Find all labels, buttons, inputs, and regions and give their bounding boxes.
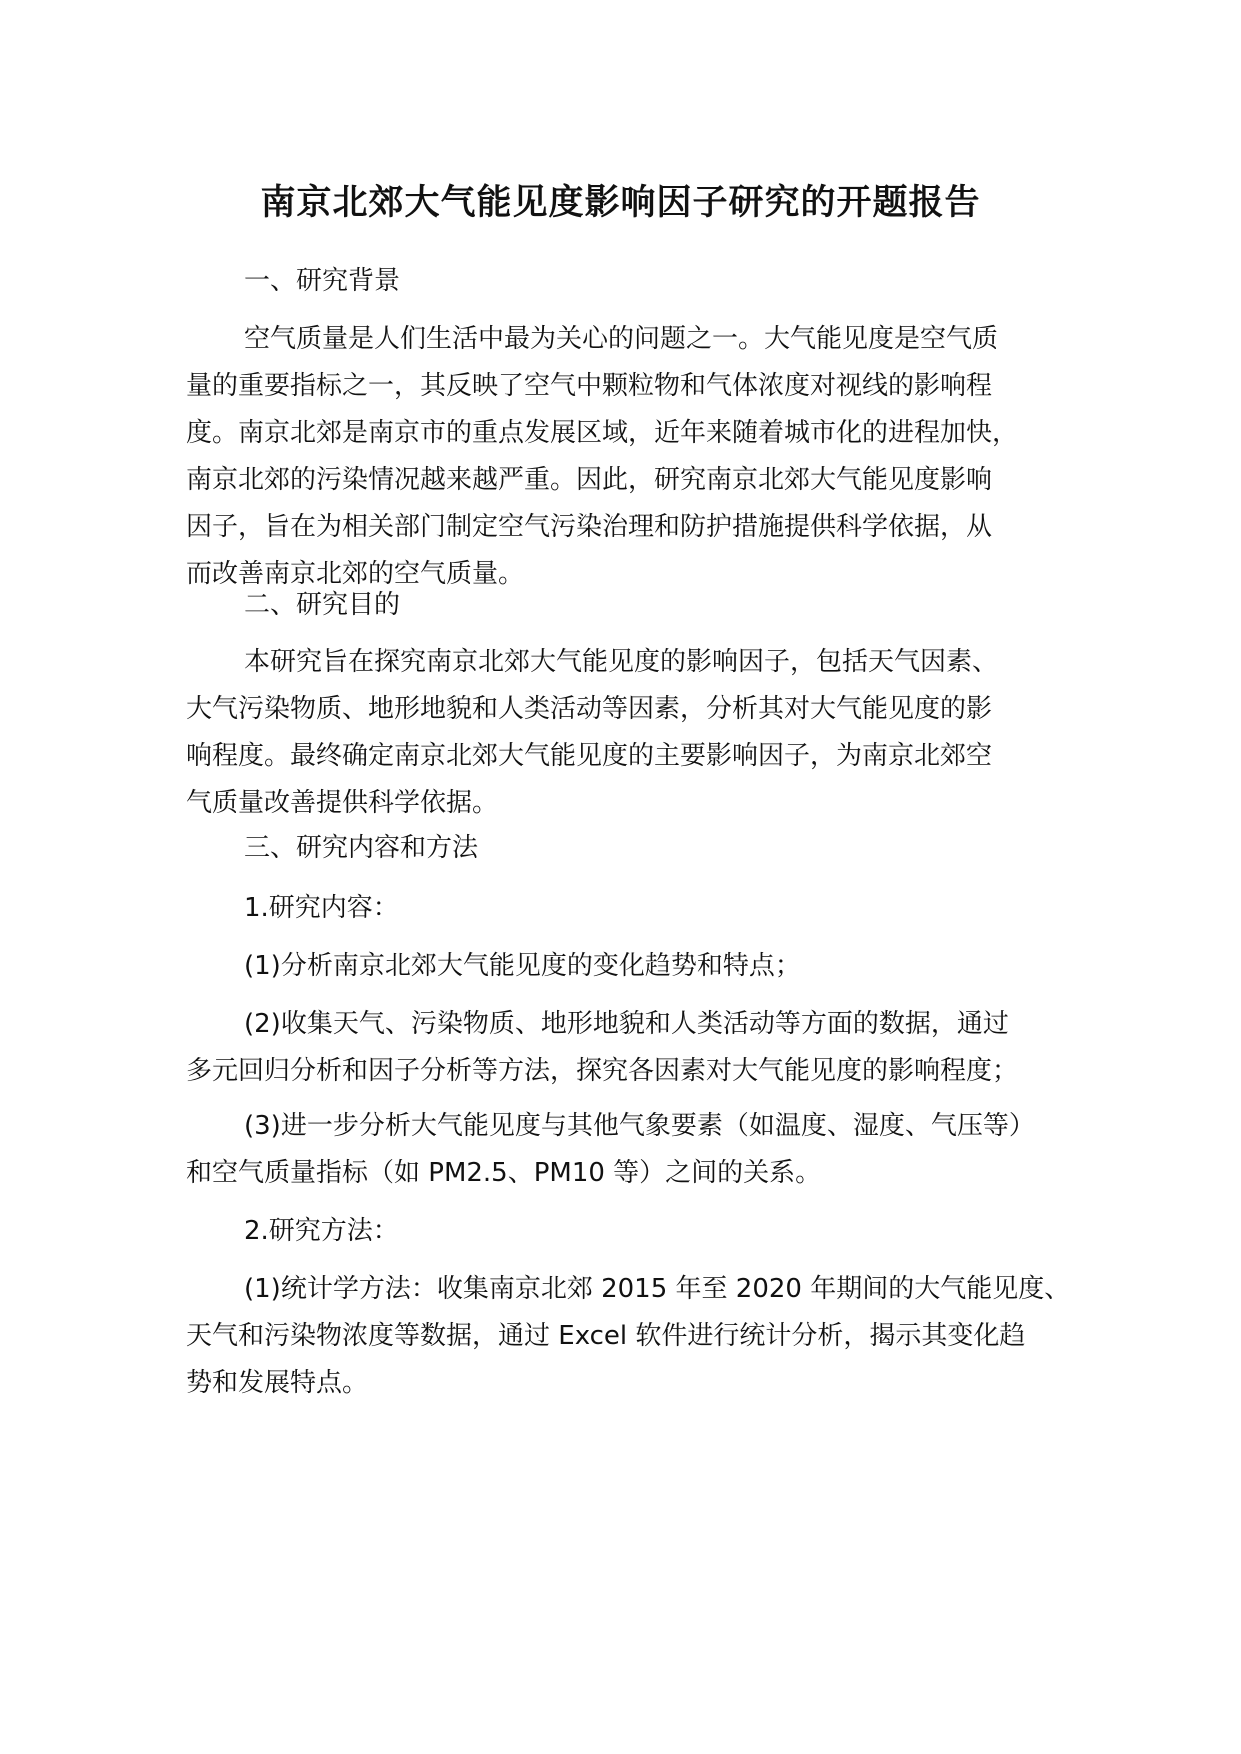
paragraph-item-3 [186, 1103, 1086, 1197]
paragraph-background [186, 316, 1086, 598]
text-line: 大气污染物质、地形地貌和人类活动等因素，分析其对大气能见度的影 [186, 694, 993, 724]
text-line: (1)统计学方法：收集南京北郊 2015 年至 2020 年期间的大气能见度、 [244, 1274, 1071, 1304]
text-line: 势和发展特点。 [186, 1368, 369, 1398]
heading-purpose: 二、研究目的 [244, 590, 401, 620]
text-line: 因子，旨在为相关部门制定空气污染治理和防护措施提供科学依据，从 [186, 512, 993, 542]
text-line: 和空气质量指标（如 PM2.5、PM10 等）之间的关系。 [186, 1158, 822, 1188]
text-line: 本研究旨在探究南京北郊大气能见度的影响因子，包括天气因素、 [244, 647, 999, 677]
text-line: 多元回归分析和因子分析等方法，探究各因素对大气能见度的影响程度； [186, 1056, 1019, 1086]
text-line: (1)分析南京北郊大气能见度的变化趋势和特点； [244, 951, 801, 981]
text-line: 天气和污染物浓度等数据，通过 Excel 软件进行统计分析，揭示其变化趋 [186, 1321, 1026, 1351]
heading-background: 一、研究背景 [244, 266, 401, 296]
text-line: 气质量改善提供科学依据。 [186, 788, 499, 818]
paragraph-item-2 [186, 1001, 1086, 1095]
text-line: 而改善南京北郊的空气质量。 [186, 559, 525, 589]
paragraph-item-1 [186, 943, 1086, 990]
text-line: 南京北郊的污染情况越来越严重。因此，研究南京北郊大气能见度影响 [186, 465, 993, 495]
document-title: 南京北郊大气能见度影响因子研究的开题报告 [260, 183, 981, 223]
text-line: 空气质量是人们生活中最为关心的问题之一。大气能见度是空气质 [244, 324, 999, 354]
heading-content-method: 三、研究内容和方法 [244, 833, 479, 863]
label-research-method: 2.研究方法： [244, 1216, 399, 1246]
text-line: (3)进一步分析大气能见度与其他气象要素（如温度、湿度、气压等） [244, 1111, 1035, 1141]
text-line: 度。南京北郊是南京市的重点发展区域，近年来随着城市化的进程加快， [186, 418, 1019, 448]
text-line: (2)收集天气、污染物质、地形地貌和人类活动等方面的数据，通过 [244, 1009, 1009, 1039]
paragraph-purpose [186, 639, 1086, 827]
label-research-content: 1.研究内容： [244, 893, 399, 923]
paragraph-method-1 [186, 1266, 1086, 1407]
text-line: 量的重要指标之一，其反映了空气中颗粒物和气体浓度对视线的影响程 [186, 371, 993, 401]
text-line: 响程度。最终确定南京北郊大气能见度的主要影响因子，为南京北郊空 [186, 741, 993, 771]
